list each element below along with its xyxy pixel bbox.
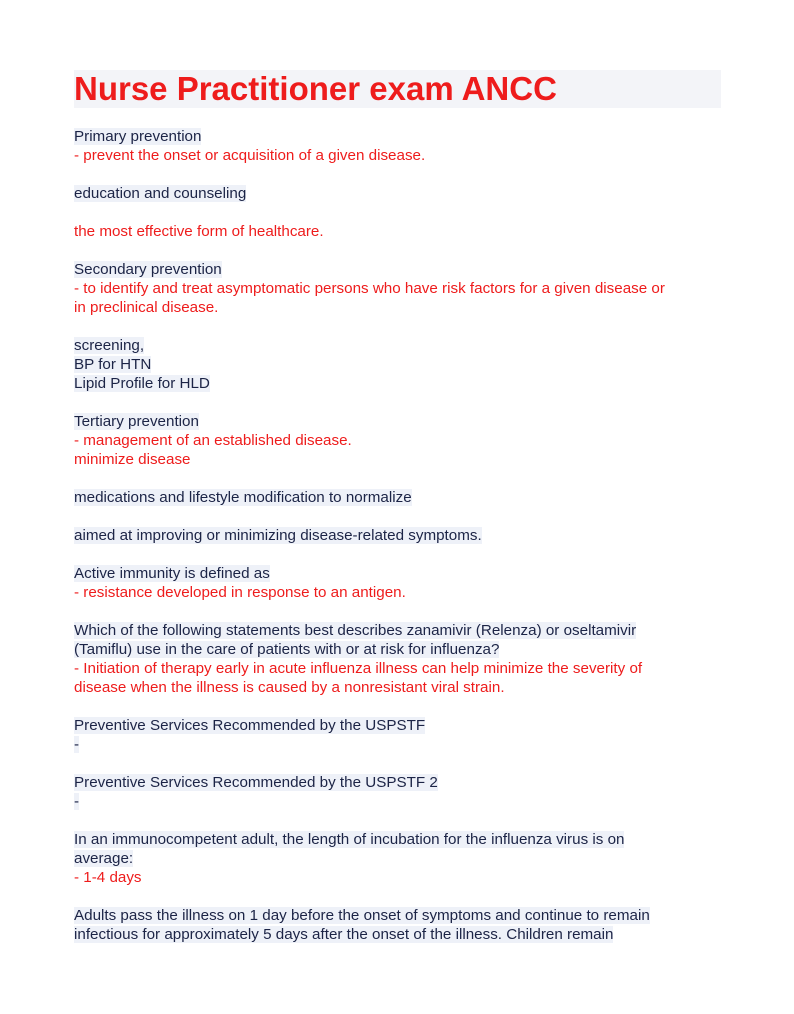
question-line	[74, 260, 734, 279]
question-line	[74, 621, 734, 640]
question-text: -	[74, 736, 80, 753]
flashcard-entry	[74, 906, 734, 944]
flashcard-entry	[74, 184, 734, 203]
flashcard-entry	[74, 564, 734, 602]
answer-line: the most effective form of healthcare.	[74, 223, 324, 240]
answer-line: - to identify and treat asymptomatic persons who have risk factors for a given disease or	[74, 280, 665, 297]
question-line	[74, 849, 734, 868]
question-text: education and counseling	[74, 185, 247, 202]
flashcard-entry	[74, 773, 734, 811]
question-text: Adults pass the illness on 1 day before the onset of symptoms and continue to remain	[74, 907, 650, 924]
document-title: Nurse Practitioner exam ANCC	[74, 70, 557, 107]
answer-line: in preclinical disease.	[74, 299, 219, 316]
question-line	[74, 488, 734, 507]
answer-line: - prevent the onset or acquisition of a given disease.	[74, 147, 426, 164]
question-line	[74, 355, 734, 374]
question-text: Preventive Services Recommended by the USPSTF 2	[74, 774, 438, 791]
question-line	[74, 127, 734, 146]
question-line	[74, 640, 734, 659]
question-text: Secondary prevention	[74, 261, 222, 278]
question-line	[74, 374, 734, 393]
flashcard-entry	[74, 412, 734, 469]
question-line	[74, 716, 734, 735]
question-text: Preventive Services Recommended by the USPSTF	[74, 717, 426, 734]
question-line	[74, 412, 734, 431]
question-text: Active immunity is defined as	[74, 565, 270, 582]
question-line	[74, 184, 734, 203]
question-text: infectious for approximately 5 days after the onset of the illness. Children remain	[74, 926, 614, 943]
question-line	[74, 830, 734, 849]
question-text: Tertiary prevention	[74, 413, 199, 430]
flashcard-entry	[74, 222, 734, 241]
question-line	[74, 906, 734, 925]
flashcard-entry	[74, 336, 734, 393]
question-text: Primary prevention	[74, 128, 202, 145]
answer-line: disease when the illness is caused by a nonresistant viral strain.	[74, 679, 505, 696]
question-text: Lipid Profile for HLD	[74, 375, 210, 392]
flashcard-entry	[74, 127, 734, 165]
question-line	[74, 735, 734, 754]
answer-line: - resistance developed in response to an antigen.	[74, 584, 406, 601]
question-text: (Tamiflu) use in the care of patients with or at risk for influenza?	[74, 641, 500, 658]
question-text: aimed at improving or minimizing disease-related symptoms.	[74, 527, 482, 544]
question-line	[74, 792, 734, 811]
question-line	[74, 526, 734, 545]
question-line	[74, 336, 734, 355]
flashcard-entry	[74, 830, 734, 887]
flashcard-entry	[74, 716, 734, 754]
question-text: -	[74, 793, 80, 810]
question-text: average:	[74, 850, 134, 867]
flashcard-entry	[74, 488, 734, 507]
answer-line: minimize disease	[74, 451, 191, 468]
question-text: Which of the following statements best describes zanamivir (Relenza) or oseltamivir	[74, 622, 637, 639]
question-text: In an immunocompetent adult, the length of incubation for the influenza virus is on	[74, 831, 625, 848]
question-line	[74, 925, 734, 944]
question-text: medications and lifestyle modification to normalize	[74, 489, 412, 506]
question-line	[74, 564, 734, 583]
flashcard-entry	[74, 526, 734, 545]
question-text: screening,	[74, 337, 145, 354]
flashcard-list	[74, 127, 734, 963]
flashcard-entry	[74, 260, 734, 317]
question-line	[74, 773, 734, 792]
flashcard-entry	[74, 621, 734, 697]
answer-line: - 1-4 days	[74, 869, 142, 886]
answer-line: - management of an established disease.	[74, 432, 352, 449]
question-text: BP for HTN	[74, 356, 152, 373]
answer-line: - Initiation of therapy early in acute influenza illness can help minimize the severity of	[74, 660, 643, 677]
